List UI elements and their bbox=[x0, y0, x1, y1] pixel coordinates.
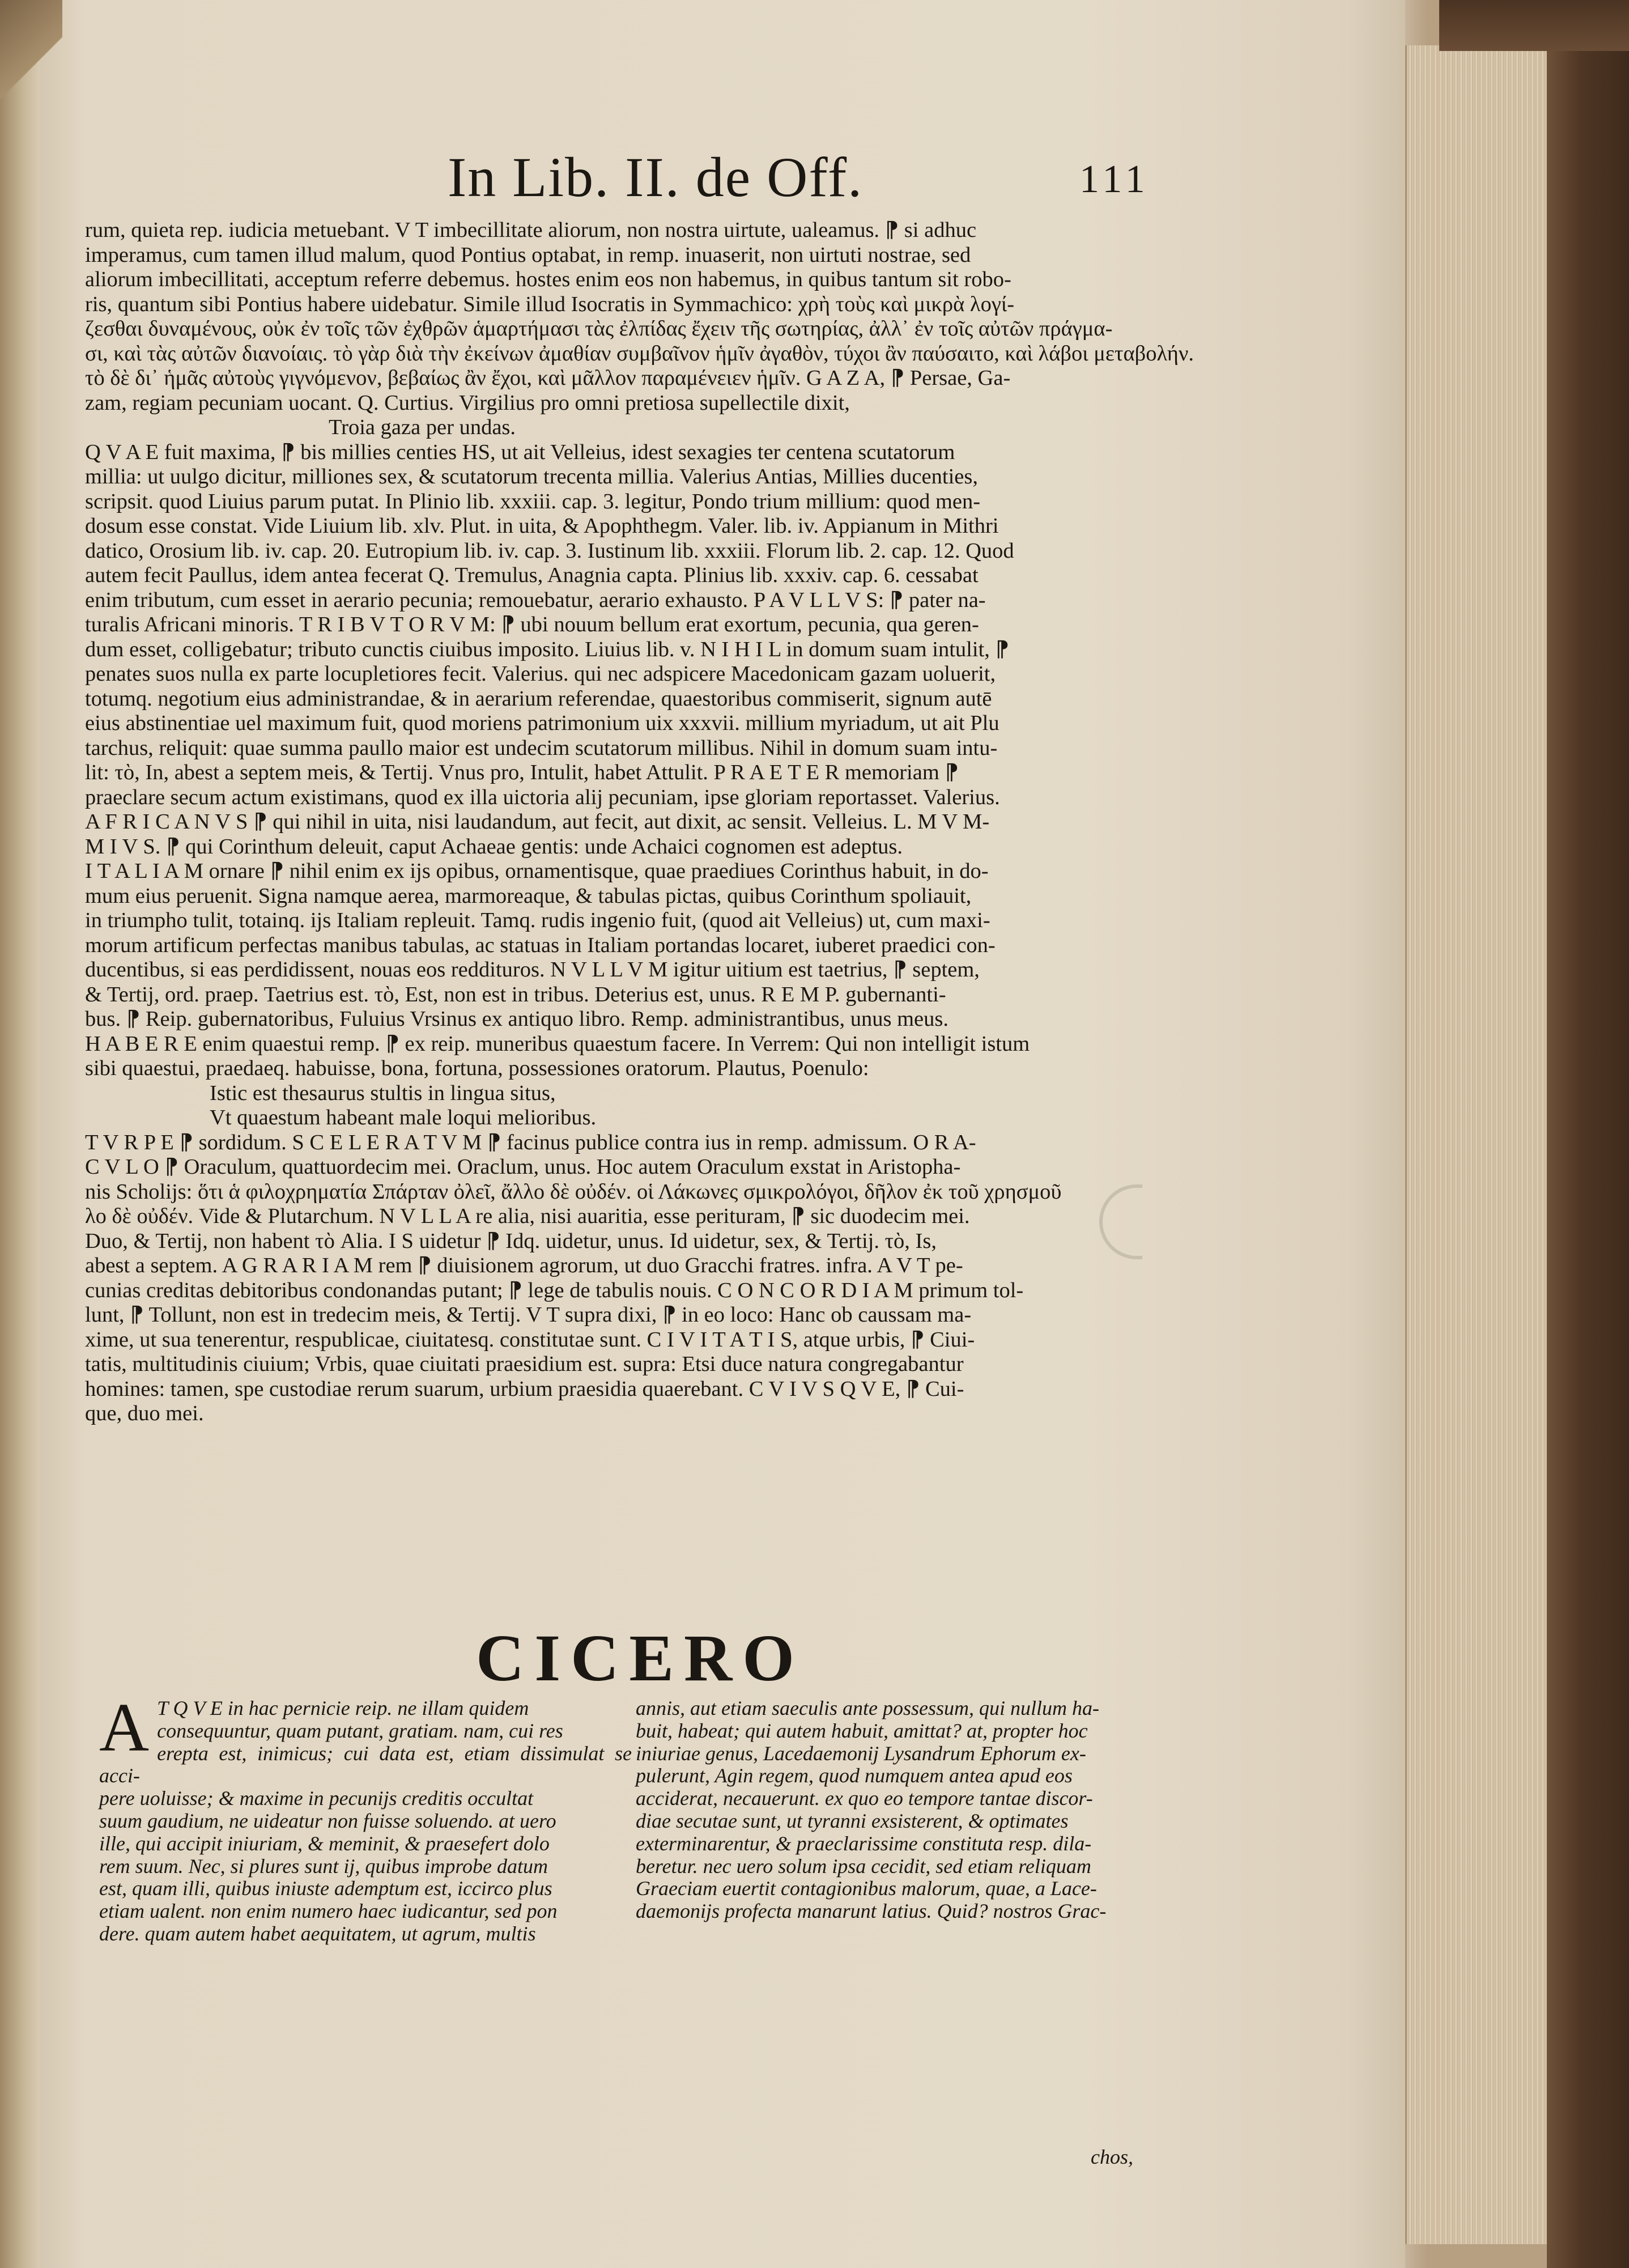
text-line: homines: tamen, spe custodiae rerum suarum, urbium praesidia quaerebant. C V I V S Q V E, ⁋ Cui- bbox=[85, 1377, 964, 1401]
text-line: nis Scholijs: ὅτι ἁ φιλοχρηματία Σπάρταν ὀλεῖ, ἄλλο δὲ οὐδέν. οἱ Λάκωνες σμικρολόγοι, δῆλον ἐκ τοῦ χρησμοῦ bbox=[85, 1179, 1062, 1204]
text-line: in triumpho tulit, totainq. ijs Italiam repleuit. Tamq. rudis ingenio fuit, (quod ait Velleius) ut, cum maxi- bbox=[85, 908, 990, 932]
text-line: tatis, multitudinis ciuium; Vrbis, quae ciuitati praesidium est. supra: Etsi duce natura congregabantur bbox=[85, 1352, 964, 1376]
text-line: rum, quieta rep. iudicia metuebant. V T imbecillitate aliorum, non nostra uirtute, ualeamus. ⁋ si adhuc bbox=[85, 218, 977, 242]
page-clip bbox=[0, 0, 62, 102]
text-line: praeclare secum actum existimans, quod ex illa uictoria alij pecuniam, ipse gloriam reportasset. Valerius. bbox=[85, 785, 1000, 809]
text-line: Troia gaza per undas. bbox=[329, 415, 516, 439]
text-line: diae secutae sunt, ut tyranni exsisterent, & optimates bbox=[636, 1809, 1069, 1832]
text-line: turalis Africani minoris. T R I B V T O R V M: ⁋ ubi nouum bellum erat exortum, pecunia, qua geren- bbox=[85, 613, 979, 636]
text-line: A F R I C A N V S ⁋ qui nihil in uita, nisi laudandum, aut fecit, aut dixit, ac sensit. Velleius. L. M V M- bbox=[85, 810, 990, 834]
text-line: abest a septem. A G R A R I A M rem ⁋ diuisionem agrorum, ut duo Gracchi fratres. infra. A V T pe- bbox=[85, 1254, 963, 1277]
text-line: erepta est, inimicus; cui data est, etiam dissimulat se acci- bbox=[99, 1742, 632, 1787]
text-line: tarchus, reliquit: quae summa paullo maior est undecim scutatorum millibus. Nihil in domum suam intu- bbox=[85, 736, 998, 760]
text-line: mum eius peruenit. Signa namque aerea, marmoreaque, & tabulas pictas, quibus Corinthum spoliauit, bbox=[85, 884, 972, 908]
commentary-block bbox=[85, 218, 1252, 1426]
text-line: Graeciam euertit contagionibus malorum, quae, a Lace- bbox=[636, 1877, 1097, 1900]
text-line: Vt quaestum habeant male loqui melioribus. bbox=[210, 1106, 597, 1129]
leather-binding bbox=[1547, 0, 1629, 2268]
binding-top-edge bbox=[1439, 0, 1629, 51]
text-line: ille, qui accipit iniuriam, & meminit, & praesefert dolo bbox=[99, 1832, 550, 1855]
text-line: suum gaudium, ne uideatur non fuisse soluendo. at uero bbox=[99, 1809, 556, 1832]
text-line: ris, quantum sibi Pontius habere uidebatur. Simile illud Isocratis in Symmachico: χρὴ τοὺς καὶ μικρὰ λογί- bbox=[85, 292, 1015, 316]
text-line: dere. quam autem habet aequitatem, ut agrum, multis bbox=[99, 1922, 536, 1945]
text-line: M I V S. ⁋ qui Corinthum deleuit, caput Achaeae gentis: unde Achaici cognomen est adeptus. bbox=[85, 834, 903, 859]
text-line: H A B E R E enim quaestui remp. ⁋ ex reip. muneribus quaestum facere. In Verrem: Qui non intelligit istum bbox=[85, 1031, 1030, 1056]
text-line: morum artificum perfectas manibus tabulas, ac statuas in Italiam portandas locaret, iuberet praedici con- bbox=[85, 933, 996, 957]
facing-page-edge bbox=[0, 0, 40, 2268]
text-line: sibi quaestui, praedaeq. habuisse, bona, fortuna, possessiones oratorum. Plautus, Poenulo: bbox=[85, 1056, 869, 1080]
page-fore-edge bbox=[1405, 45, 1549, 2244]
text-line: millia: ut uulgo dicitur, milliones sex, & scutatorum trecenta millia. Valerius Antias, Millies ducenties, bbox=[85, 465, 978, 489]
text-line: σι, καὶ τὰς αὐτῶν διανοίαις. τὸ γὰρ διὰ τὴν ἐκείνων ἀμαθίαν συμβαῖνον ἡμῖν ἀγαθὸν, τύχοι ἂν παύσαιτο, καὶ λάβοι μεταβολήν. bbox=[85, 341, 1194, 366]
text-line: zam, regiam pecuniam uocant. Q. Curtius. Virgilius pro omni pretiosa supellectile dixit, bbox=[85, 390, 850, 415]
text-line: etiam ualent. non enim numero haec iudicantur, sed pon bbox=[99, 1900, 558, 1923]
text-line: cunias creditas debitoribus condonandas putant; ⁋ lege de tabulis nouis. C O N C O R D I A M primum tol- bbox=[85, 1278, 1024, 1302]
text-line: imperamus, cum tamen illud malum, quod Pontius optabat, in remp. inuaserit, non uirtuti nostrae, sed bbox=[85, 243, 971, 267]
section-heading: CICERO bbox=[476, 1621, 805, 1695]
text-line: consequuntur, quam putant, gratiam. nam, cui res bbox=[157, 1719, 563, 1742]
text-line: pere uoluisse; & maxime in pecunijs creditis occultat bbox=[99, 1787, 534, 1810]
text-column-right bbox=[636, 1697, 1168, 1923]
text-line: dum esset, colligebatur; tributo cunctis ciuibus imposito. Liuius lib. v. N I H I L in domum suam intulit, ⁋ bbox=[85, 637, 1010, 661]
text-line: bus. ⁋ Reip. gubernatoribus, Fuluius Vrsinus ex antiquo libro. Remp. administrantibus, unus meus. bbox=[85, 1007, 949, 1031]
text-line: est, quam illi, quibus iniuste ademptum est, iccirco plus bbox=[99, 1877, 552, 1900]
running-title: In Lib. II. de Off. bbox=[448, 146, 864, 209]
text-line: Duo, & Tertij, non habent τὸ Alia. I S uidetur ⁋ Idq. uidetur, unus. Id uidetur, sex, & Tertij. τὸ, Is, bbox=[85, 1229, 937, 1253]
text-line: beretur. nec uero solum ipsa cecidit, sed etiam reliquam bbox=[636, 1854, 1091, 1878]
text-line: exterminarentur, & praeclarissime constituta resp. dila- bbox=[636, 1832, 1092, 1855]
text-line: lunt, ⁋ Tollunt, non est in tredecim meis, & Tertij. V T supra dixi, ⁋ in eo loco: Hanc ob caussam ma- bbox=[85, 1303, 972, 1327]
text-line: buit, habeat; qui autem habuit, amittat? at, propter hoc bbox=[636, 1719, 1088, 1742]
text-line: autem fecit Paullus, idem antea fecerat Q. Tremulus, Anagnia capta. Plinius lib. xxxiv. cap. 6. cessabat bbox=[85, 563, 979, 587]
text-line: lit: τὸ, In, abest a septem meis, & Tertij. Vnus pro, Intulit, habet Attulit. P R A E T E R memoriam ⁋ bbox=[85, 761, 959, 784]
drop-cap: A bbox=[99, 1689, 150, 1766]
text-line: datico, Orosium lib. iv. cap. 20. Eutropium lib. iv. cap. 3. Iustinum lib. xxxiii. Florum lib. 2. cap. 12. Quod bbox=[85, 538, 1014, 563]
text-line: daemonijs profecta manarunt latius. Quid? nostros Grac- bbox=[636, 1900, 1107, 1923]
text-line: & Tertij, ord. praep. Taetrius est. τὸ, Est, non est in tribus. Deterius est, unus. R E M P. gubernanti- bbox=[85, 982, 946, 1006]
catchword: chos, bbox=[1091, 2146, 1133, 2168]
text-line: enim tributum, cum esset in aerario pecunia; remouebatur, aerario exhausto. P A V L L V S: ⁋ pater na- bbox=[85, 588, 986, 612]
text-column-left bbox=[99, 1689, 632, 1946]
text-line: λο δὲ οὐδέν. Vide & Plutarchum. N V L L A re alia, nisi auaritia, esse perituram, ⁋ sic duodecim mei. bbox=[85, 1204, 970, 1228]
text-line: xime, ut sua tenerentur, respublicae, ciuitatesq. constitutae sunt. C I V I T A T I S, atque urbis, ⁋ Ciui- bbox=[85, 1327, 975, 1352]
text-line: C V L O ⁋ Oraculum, quattuordecim mei. Oraclum, unus. Hoc autem Oraculum exstat in Aristopha- bbox=[85, 1155, 961, 1179]
text-line: que, duo mei. bbox=[85, 1401, 204, 1425]
text-line: Q V A E fuit maxima, ⁋ bis millies centies HS, ut ait Velleius, idest sexagies ter centena scutatorum bbox=[85, 440, 955, 464]
text-line: totumq. negotium eius administrandae, & in aerarium referendae, quaestoribus commiserit, signum autē bbox=[85, 686, 992, 711]
text-line: scripsit. quod Liuius parum putat. In Plinio lib. xxxiii. cap. 3. legitur, Pondo trium millium: quod men- bbox=[85, 489, 981, 513]
text-line: penates suos nulla ex parte locupletiores fecit. Valerius. qui nec adspicere Macedonicam gazam uoluerit, bbox=[85, 662, 996, 686]
page-number: 111 bbox=[1079, 158, 1150, 201]
text-line: I T A L I A M ornare ⁋ nihil enim ex ijs opibus, ornamentisque, quae praediues Corinthus habuit, in do- bbox=[85, 859, 989, 883]
text-line: ζεσθαι δυναμένους, οὐκ ἐν τοῖς τῶν ἐχθρῶν ἁμαρτήμασι τὰς ἐλπίδας ἔχειν τῆς σωτηρίας, ἀλλ᾽ ἐν τοῖς αὐτῶν πράγμα- bbox=[85, 317, 1113, 341]
text-line: Istic est thesaurus stultis in lingua situs, bbox=[210, 1081, 556, 1105]
text-line: ducentibus, si eas perdidissent, nouas eos reddituros. N V L L V M igitur uitium est taetrius, ⁋ septem, bbox=[85, 958, 980, 982]
page-header bbox=[0, 145, 1402, 207]
text-line: annis, aut etiam saeculis ante possessum, qui nullum ha- bbox=[636, 1697, 1099, 1719]
text-line: τὸ δὲ δι᾽ ἡμᾶς αὐτοὺς γιγνόμενον, βεβαίως ἂν ἔχοι, καὶ μᾶλλον παραμένειεν ἡμῖν. G A Z A, ⁋ Persae, Ga- bbox=[85, 366, 1011, 390]
text-line: iniuriae genus, Lacedaemonij Lysandrum Ephorum ex- bbox=[636, 1742, 1086, 1765]
text-line: T V R P E ⁋ sordidum. S C E L E R A T V M ⁋ facinus publice contra ius in remp. admissum. O R A- bbox=[85, 1130, 976, 1154]
text-line: eius abstinentiae uel maximum fuit, quod moriens patrimonium uix xxxvii. millium myriadum, ut ait Plu bbox=[85, 711, 999, 735]
text-line: dosum esse constat. Vide Liuium lib. xlv. Plut. in uita, & Apophthegm. Valer. lib. iv. Appianum in Mithri bbox=[85, 514, 999, 538]
text-line: acciderat, necauerunt. ex quo eo tempore tantae discor- bbox=[636, 1787, 1093, 1810]
text-line: T Q V E in hac pernicie reip. ne illam quidem bbox=[157, 1697, 529, 1719]
text-line: aliorum imbecillitati, acceptum referre debemus. hostes enim eos non habemus, in quibus tantum sit robo- bbox=[85, 267, 1011, 291]
text-line: rem suum. Nec, si plures sunt ij, quibus improbe datum bbox=[99, 1854, 548, 1878]
text-line: pulerunt, Agin regem, quod numquem antea apud eos bbox=[636, 1764, 1073, 1787]
